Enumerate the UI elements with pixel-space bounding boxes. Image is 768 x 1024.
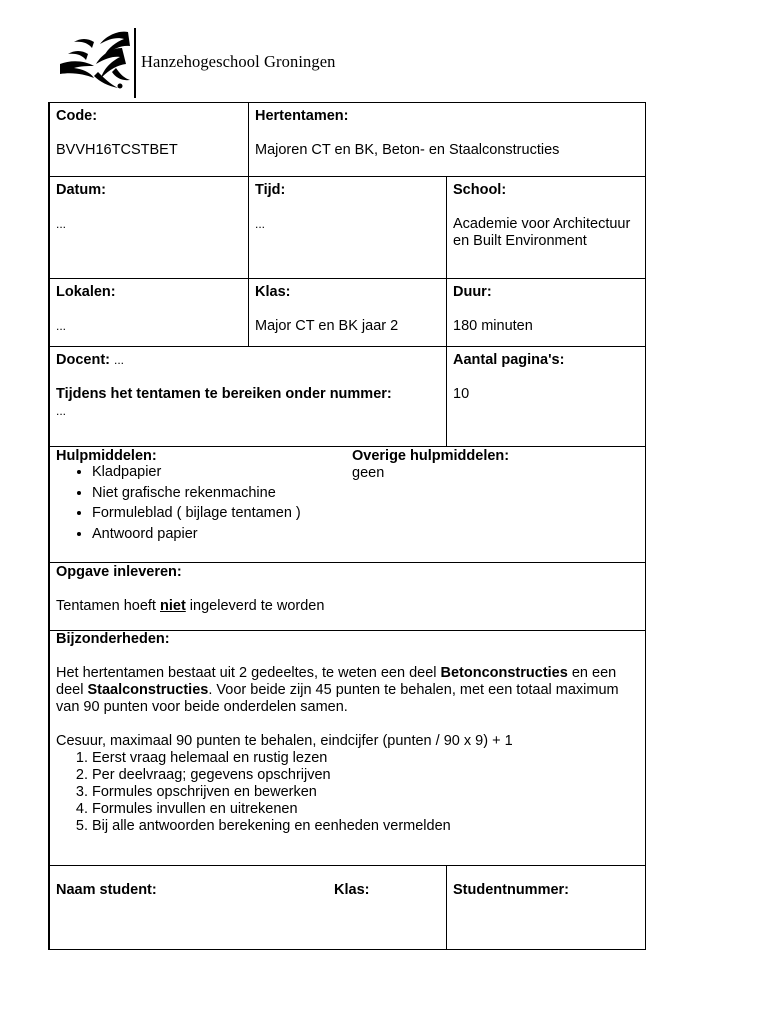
exam-cell: [249, 103, 646, 176]
rooms-cell: [50, 279, 248, 346]
teacher-label: Docent:: [56, 352, 110, 368]
student-name-cell[interactable]: [50, 866, 446, 949]
school-value-line2: en Built Environment: [453, 233, 587, 249]
aids-label: Hulpmiddelen:: [56, 448, 157, 464]
code-value: BVVH16TCSTBET: [56, 142, 178, 158]
student-class-label: Klas:: [334, 882, 370, 898]
duration-label: Duur:: [453, 284, 492, 300]
student-number-cell[interactable]: [447, 866, 646, 949]
other-aids-value: geen: [352, 465, 385, 481]
time-value: ...: [255, 217, 266, 231]
submit-text: Tentamen hoeft niet ingeleverd te worden: [56, 598, 325, 614]
aids-item: • Kladpapier: [92, 462, 640, 483]
exam-value: Majoren CT en BK, Beton- en Staalconstructies: [255, 142, 560, 158]
student-name-label: Naam student:: [56, 882, 157, 898]
date-cell: [50, 177, 248, 278]
submit-emphasis: niet: [160, 598, 186, 614]
step-item: 1. Eerst vraag helemaal en rustig lezen: [92, 750, 640, 767]
code-cell: [50, 103, 248, 176]
exam-label: Hertentamen:: [255, 108, 349, 124]
aids-item: • Formuleblad ( bijlage tentamen ): [92, 503, 640, 524]
class-value: Major CT en BK jaar 2: [255, 318, 399, 334]
grading-text: Cesuur, maximaal 90 punten te behalen, eindcijfer (punten / 90 x 9) + 1: [56, 733, 513, 749]
submit-label: Opgave inleveren:: [56, 564, 182, 580]
rooms-label: Lokalen:: [56, 284, 116, 300]
details-label: Bijzonderheden:: [56, 631, 170, 647]
pages-cell: [447, 347, 646, 446]
student-number-label: Studentnummer:: [453, 882, 569, 898]
class-label: Klas:: [255, 284, 291, 300]
time-cell: [249, 177, 446, 278]
school-value-line1: Academie voor Architectuur: [453, 216, 631, 232]
pages-label: Aantal pagina's:: [453, 352, 565, 368]
time-label: Tijd:: [255, 182, 286, 198]
rooms-value: ...: [56, 319, 67, 333]
details-cell: [50, 631, 646, 865]
other-aids-label: Overige hulpmiddelen:: [352, 448, 510, 464]
exam-cover-form: [48, 102, 646, 950]
school-cell: [447, 177, 646, 278]
step-item: 3. Formules opschrijven en bewerken: [92, 784, 640, 801]
step-item: 2. Per deelvraag; gegevens opschrijven: [92, 767, 640, 784]
school-name: Hanzehogeschool Groningen: [141, 52, 336, 71]
school-label: School:: [453, 182, 507, 198]
step-item: 5. Bij alle antwoorden berekening en eenheden vermelden: [92, 818, 640, 835]
duration-value: 180 minuten: [453, 318, 533, 334]
teacher-value: ...: [114, 353, 125, 367]
class-cell: [249, 279, 446, 346]
teacher-cell: [50, 347, 446, 446]
code-label: Code:: [56, 108, 98, 124]
date-label: Datum:: [56, 182, 106, 198]
date-value: ...: [56, 217, 67, 231]
logo-divider: [134, 28, 136, 98]
reachable-label: Tijdens het tentamen te bereiken onder nummer:: [56, 386, 392, 402]
duration-cell: [447, 279, 646, 346]
step-item: 4. Formules invullen en uitrekenen: [92, 801, 640, 818]
submit-cell: [50, 563, 646, 630]
aids-cell: [50, 447, 646, 562]
pages-value: 10: [453, 386, 470, 402]
aids-item: • Antwoord papier: [92, 524, 640, 545]
aids-list: [56, 462, 640, 544]
reachable-value: ...: [56, 404, 67, 418]
steps-list: [56, 750, 640, 835]
aids-item: • Niet grafische rekenmachine: [92, 483, 640, 504]
details-paragraph: Het hertentamen bestaat uit 2 gedeeltes, te weten een deel Betonconstructies en een deel Staalconstructies. Voor beide zijn 45 punten te behalen, met een totaal maximum van 90 punten voor beide onderdelen samen.: [56, 665, 619, 715]
